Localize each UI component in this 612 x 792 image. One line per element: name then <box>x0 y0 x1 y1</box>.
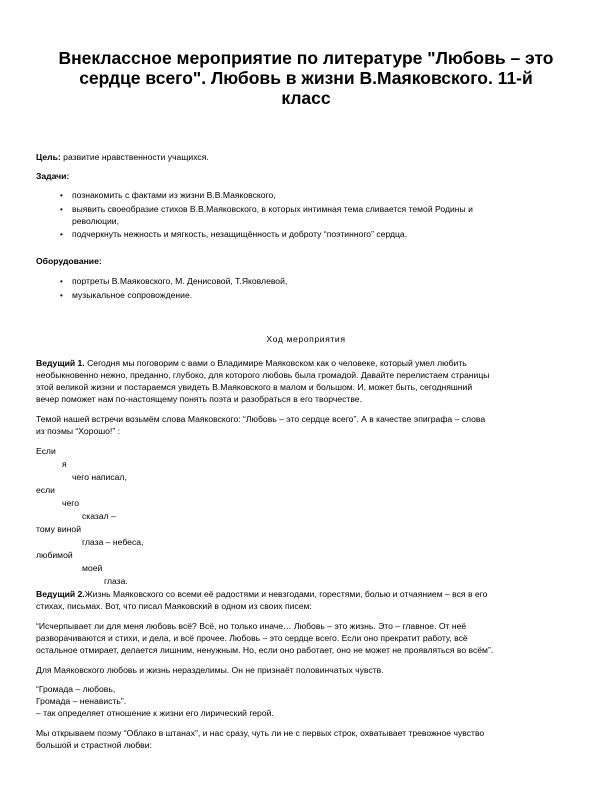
poem-line: я <box>62 459 67 469</box>
task-item: подчеркнуть нежность и мягкость, незащищённость и доброту “поэтинного” сердца. <box>72 229 408 239</box>
bullet-icon: • <box>60 191 63 200</box>
quote-line-2: разворачиваются и стихи, и дела, и всё прочее. Любовь – это сердце всего. Если оно прекратит работу, всё <box>36 633 468 643</box>
paragraph-4: Для Маяковского любовь и жизнь неразделимы. Он не признаёт половинчатых чувств. <box>36 665 384 675</box>
equipment-item: музыкальное сопровождение. <box>72 290 193 300</box>
goal-text: развитие нравственности учащихся. <box>60 152 209 162</box>
title-line-3: класс <box>281 88 331 108</box>
tasks-label: Задачи: <box>36 171 70 181</box>
bullet-icon: • <box>60 205 63 214</box>
paragraph-1-line-2: необыкновенно нежно, преданно, глубоко, для которого любовь была громадой. Давайте перелистаем страницы <box>36 370 490 380</box>
bullet-icon: • <box>60 277 63 286</box>
task-item: познакомить с фактами из жизни В.В.Маяковского, <box>72 190 276 200</box>
paragraph-6-line-2: большой и страстной любви: <box>36 740 152 750</box>
poem-line: если <box>36 485 55 495</box>
speaker-label: Ведущий 1. <box>36 358 85 368</box>
paragraph-5-line-1: “Громада – любовь, <box>36 684 116 694</box>
goal-label: Цель: <box>36 152 61 162</box>
poem-line: чего <box>62 498 79 508</box>
paragraph-3-line-2: стихах, письмах. Вот, что писал Маяковский в одном из своих писем: <box>36 601 312 611</box>
poem-line: Если <box>36 446 56 456</box>
paragraph-2-line-2: из поэмы “Хорошо!” : <box>36 426 120 436</box>
bullet-icon: • <box>60 230 63 239</box>
goal-line <box>36 152 209 163</box>
quote-line-3: остальное отмирает, делается лишним, ненужным. Но, если оно работает, оно не может не проявляться во всём”. <box>36 645 494 655</box>
paragraph-1-line-4: вечер поможет нам по-настоящему понять поэта и разобраться в его творчестве. <box>36 394 362 404</box>
title-line-2: сердце всего". Любовь в жизни В.Маяковского. 11-й <box>79 68 533 88</box>
poem-line: сказал – <box>82 511 116 521</box>
document-title <box>20 48 592 108</box>
paragraph-1-line-1: Ведущий 1. Сегодня мы поговорим с вами о Владимире Маяковском как о человеке, который умел любить <box>36 358 467 368</box>
quote-line-1: “Исчерпывает ли для меня любовь всё? Всё, но только иначе… Любовь – это жизнь. Это – главное. От неё <box>36 621 467 631</box>
task-item: выявить своеобразие стихов В.В.Маяковского, в которых интимная тема сливается темой Родины и <box>72 204 473 214</box>
title-line-1: Внеклассное мероприятие по литературе "Любовь – это <box>58 48 554 68</box>
paragraph-6-line-1: Мы открываем поэму “Облако в штанах”, и нас сразу, чуть ли не с первых строк, охватывает тревожное чувство <box>36 728 485 738</box>
paragraph-1-line-3: этой великой жизни и постараемся увидеть В.Маяковского в малом и большом. И, может быть, сегодняшний <box>36 382 473 392</box>
bullet-icon: • <box>60 291 63 300</box>
equipment-label: Оборудование: <box>36 256 102 266</box>
paragraph-2-line-1: Темой нашей встречи возьмём слова Маяковского: “Любовь – это сердце всего”. А в качестве эпиграфа – слова <box>36 414 486 424</box>
poem-line: чего написал, <box>72 472 127 482</box>
poem-line: глаза. <box>104 576 128 586</box>
paragraph-5-line-3: – так определяет отношение к жизни его лирический герой. <box>36 708 274 718</box>
equipment-item: портреты В.Маяковского, М. Денисовой, Т.Яковлевой, <box>72 276 288 286</box>
task-item-continuation: революции, <box>72 216 119 226</box>
speaker-label: Ведущий 2. <box>36 589 85 599</box>
poem-line: моей <box>82 563 103 573</box>
poem-line: любимой <box>36 550 73 560</box>
paragraph-3-line-1: Ведущий 2.Жизнь Маяковского со всеми её радостями и невзгодами, горестями, болью и отчаянием – вся в его <box>36 589 488 599</box>
paragraph-5-line-2: Громада – ненависть”. <box>36 696 127 706</box>
poem-line: глаза – небеса, <box>82 537 144 547</box>
poem-line: тому виной <box>36 524 81 534</box>
event-heading: Ход мероприятия <box>266 334 346 344</box>
